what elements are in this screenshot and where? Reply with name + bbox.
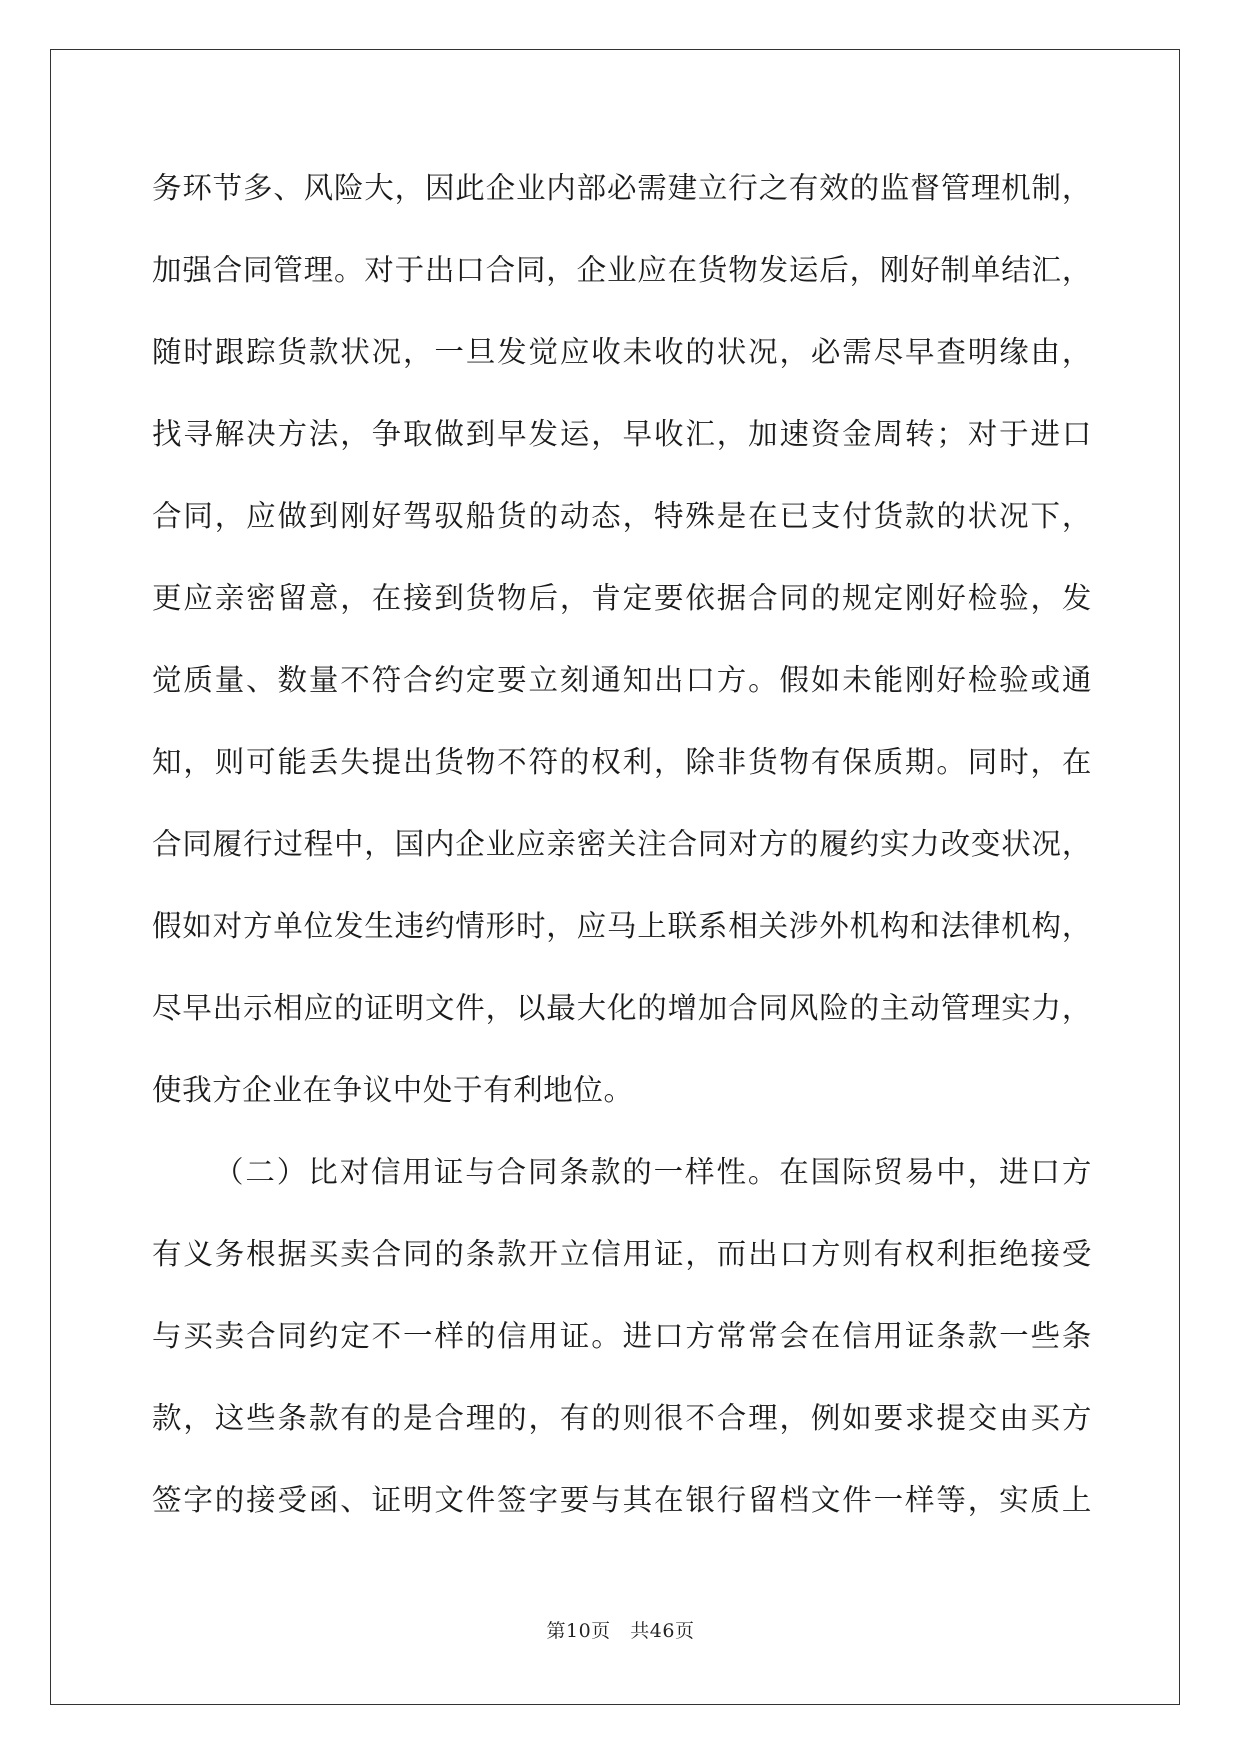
text-line: 合同履行过程中，国内企业应亲密关注合同对方的履约实力改变状况，: [152, 827, 1092, 861]
text-line: 尽早出示相应的证明文件，以最大化的增加合同风险的主动管理实力，: [152, 991, 1092, 1025]
text-line: 加强合同管理。对于出口合同，企业应在货物发运后，刚好制单结汇，: [152, 253, 1092, 287]
text-line: 合同，应做到刚好驾驭船货的动态，特殊是在已支付货款的状况下，: [152, 499, 1092, 533]
text-line: 与买卖合同约定不一样的信用证。进口方常常会在信用证条款一些条: [152, 1319, 1092, 1353]
text-line: 觉质量、数量不符合约定要立刻通知出口方。假如未能刚好检验或通: [152, 663, 1092, 697]
body-text: [152, 166, 1092, 1560]
page-footer: [0, 1616, 1241, 1643]
text-line: 假如对方单位发生违约情形时，应马上联系相关涉外机构和法律机构，: [152, 909, 1092, 943]
text-line-paragraph-start: （二）比对信用证与合同条款的一样性。在国际贸易中，进口方: [214, 1155, 1092, 1189]
text-line: 更应亲密留意，在接到货物后，肯定要依据合同的规定刚好检验，发: [152, 581, 1092, 615]
text-line: 务环节多、风险大，因此企业内部必需建立行之有效的监督管理机制，: [152, 171, 1092, 205]
text-line: 随时跟踪货款状况，一旦发觉应收未收的状况，必需尽早查明缘由，: [152, 335, 1092, 369]
text-line-paragraph-end: 使我方企业在争议中处于有利地位。: [152, 1073, 634, 1107]
text-line: 有义务根据买卖合同的条款开立信用证，而出口方则有权利拒绝接受: [152, 1237, 1092, 1271]
text-line: 知，则可能丢失提出货物不符的权利，除非货物有保质期。同时，在: [152, 745, 1092, 779]
text-line: 找寻解决方法，争取做到早发运，早收汇，加速资金周转；对于进口: [152, 417, 1092, 451]
text-line: 签字的接受函、证明文件签字要与其在银行留档文件一样等，实质上: [152, 1483, 1092, 1517]
text-line: 款，这些条款有的是合理的，有的则很不合理，例如要求提交由买方: [152, 1401, 1092, 1435]
page-number: 第10页 共46页: [546, 1620, 695, 1642]
